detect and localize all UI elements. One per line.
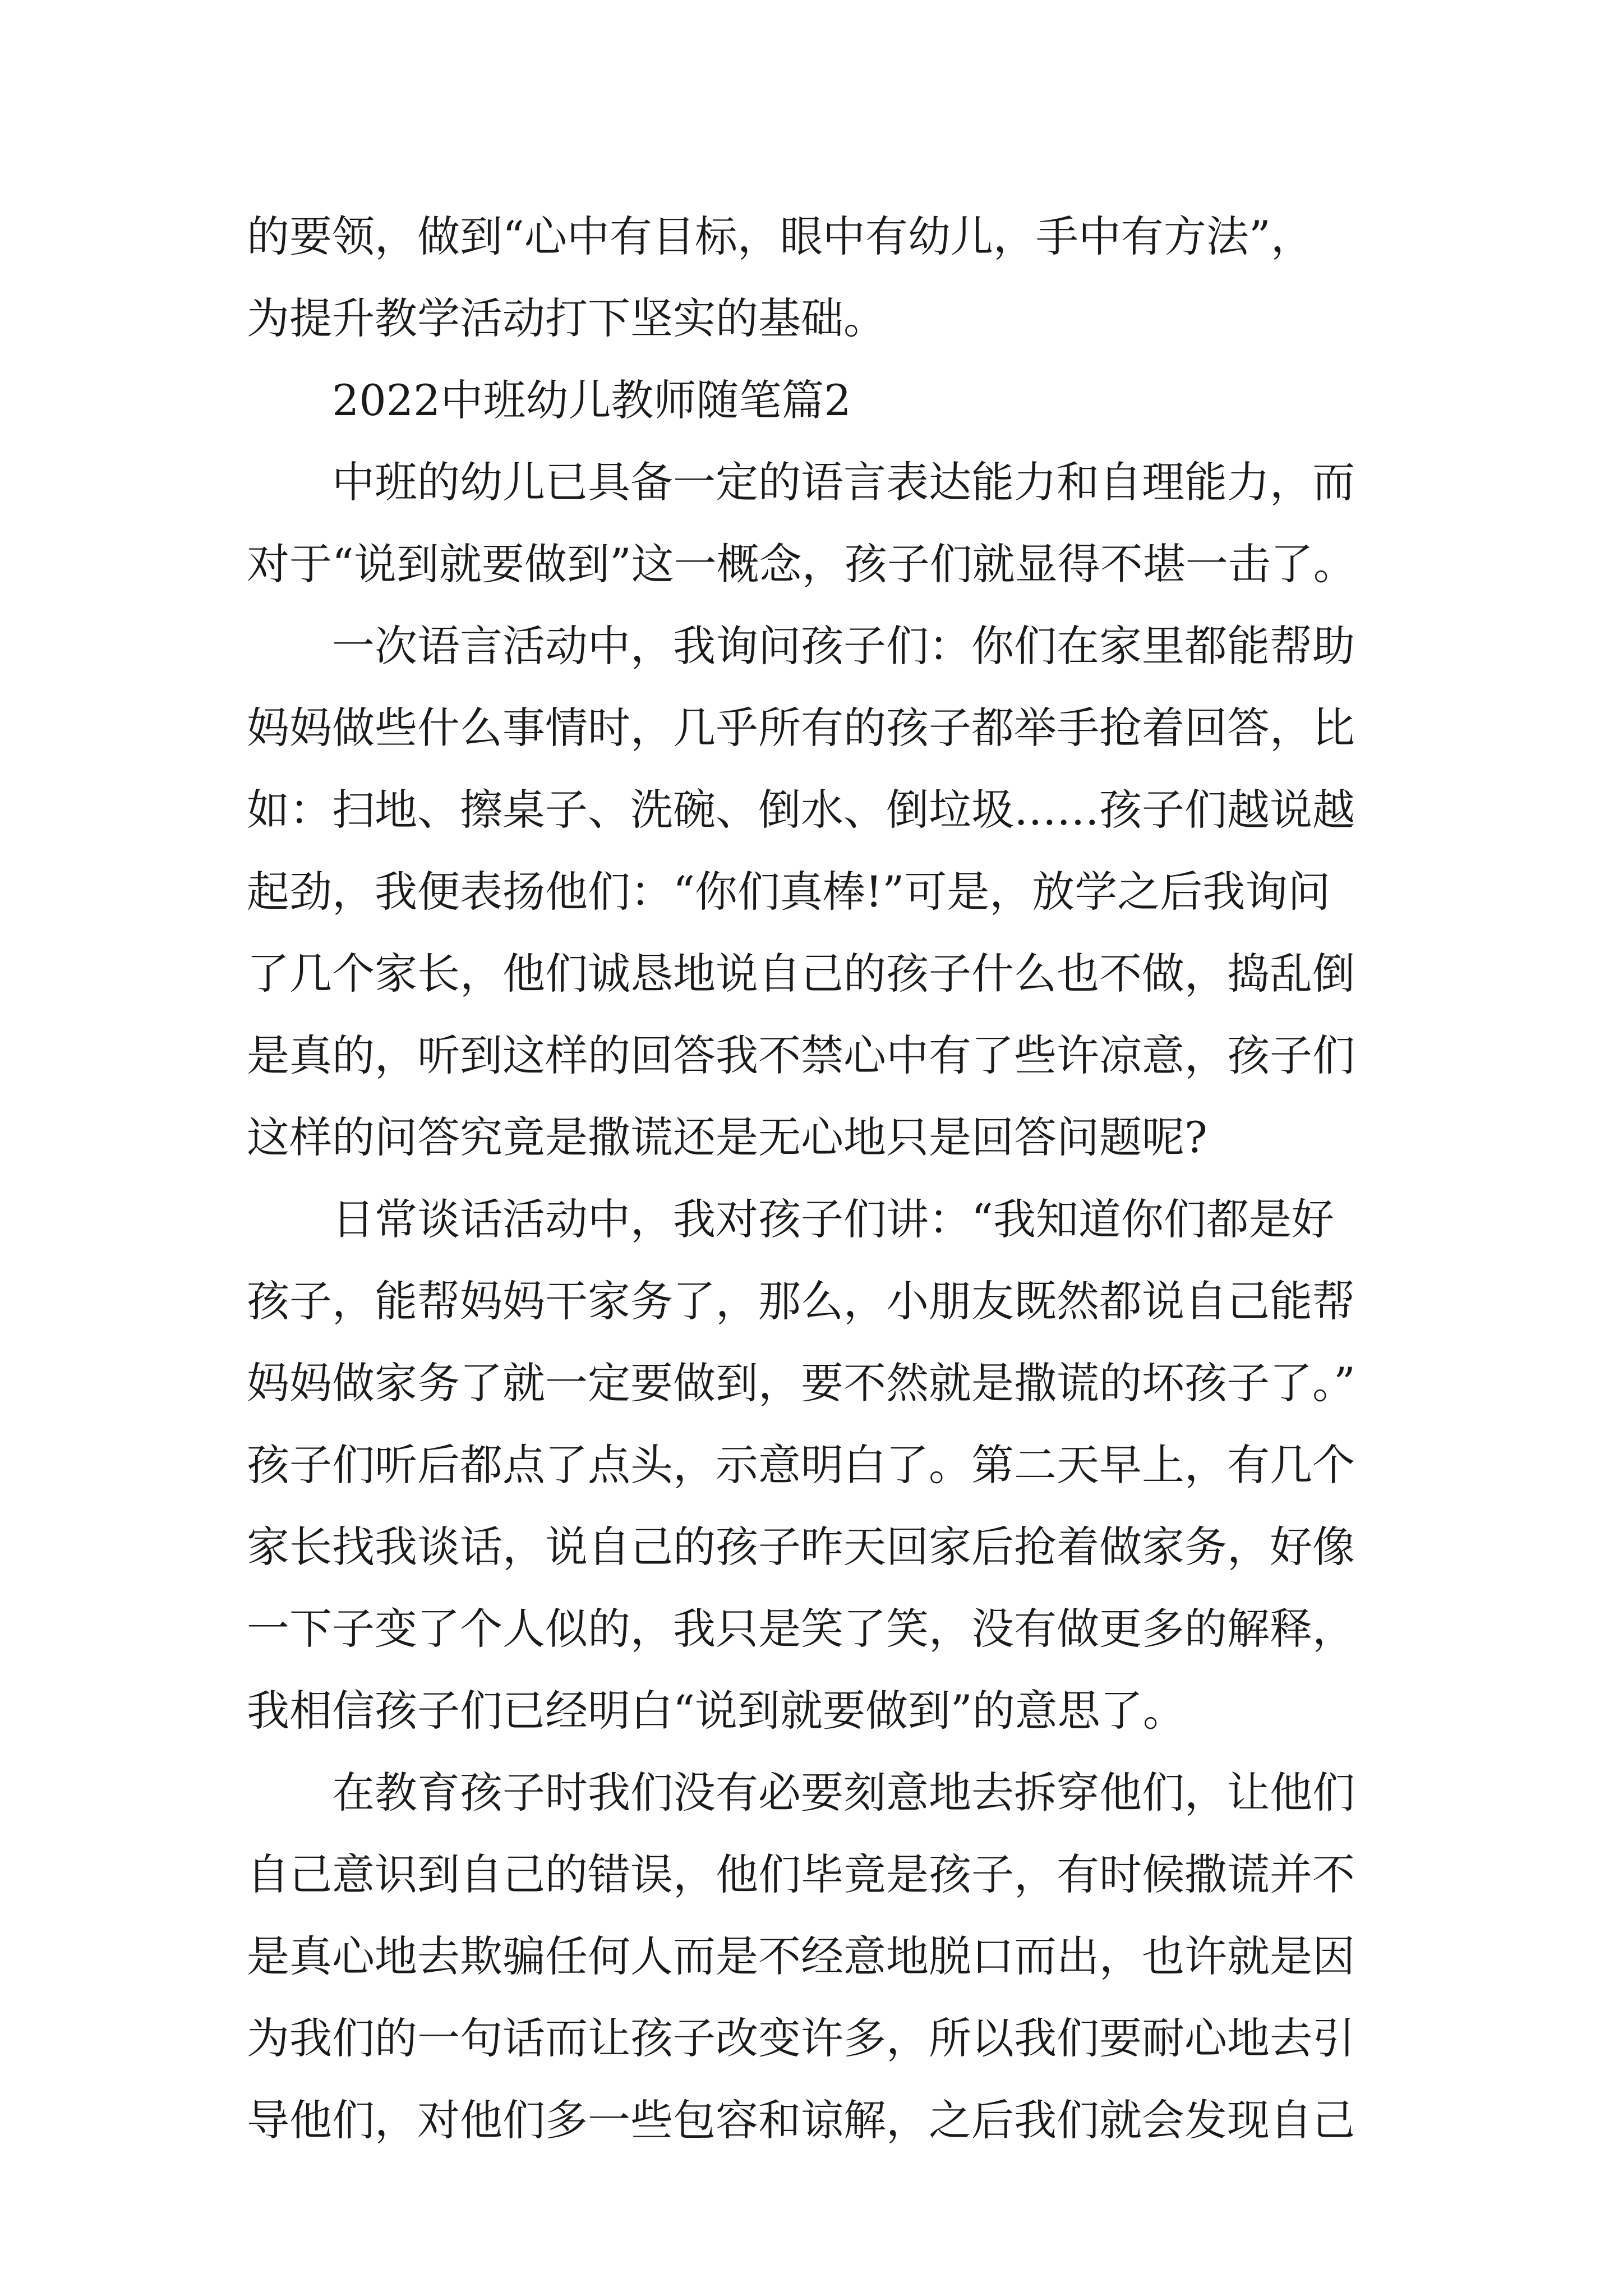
paragraph-line: 我相信孩子们已经明白“说到就要做到”的意思了。 — [247, 1686, 1186, 1736]
section-heading: 2022中班幼儿教师随笔篇2 — [332, 375, 851, 425]
paragraph-line: 对于“说到就要做到”这一概念，孩子们就显得不堪一击了。 — [247, 539, 1356, 589]
paragraph-line: 孩子们听后都点了点头，示意明白了。第二天早上，有几个 — [247, 1440, 1355, 1490]
paragraph-line: 为我们的一句话而让孩子改变许多，所以我们要耐心地去引 — [247, 2013, 1355, 2063]
paragraph-line: 在教育孩子时我们没有必要刻意地去拆穿他们，让他们 — [332, 1768, 1355, 1818]
paragraph-line: 孩子，能帮妈妈干家务了，那么，小朋友既然都说自己能帮 — [247, 1276, 1355, 1326]
paragraph-line: 起劲，我便表扬他们：“你们真棒!”可是，放学之后我询问 — [247, 867, 1331, 917]
paragraph-line: 是真心地去欺骗任何人而是不经意地脱口而出，也许就是因 — [247, 1931, 1355, 1981]
paragraph-line: 妈妈做些什么事情时，几乎所有的孩子都举手抢着回答，比 — [247, 703, 1355, 753]
paragraph-line: 妈妈做家务了就一定要做到，要不然就是撒谎的坏孩子了。” — [247, 1358, 1355, 1408]
paragraph-line: 是真的，听到这样的回答我不禁心中有了些许凉意，孩子们 — [247, 1030, 1355, 1080]
paragraph-line: 为提升教学活动打下坚实的基础。 — [247, 293, 886, 343]
paragraph-line: 一下子变了个人似的，我只是笑了笑，没有做更多的解释， — [247, 1604, 1355, 1654]
paragraph-line: 家长找我谈话，说自己的孩子昨天回家后抢着做家务，好像 — [247, 1522, 1355, 1572]
paragraph-line: 一次语言活动中，我询问孩子们：你们在家里都能帮助 — [332, 621, 1355, 671]
paragraph-line: 这样的问答究竟是撒谎还是无心地只是回答问题呢? — [247, 1112, 1207, 1162]
paragraph-line: 的要领，做到“心中有目标，眼中有幼儿，手中有方法”， — [247, 211, 1313, 261]
paragraph-line: 日常谈话活动中，我对孩子们讲：“我知道你们都是好 — [332, 1194, 1334, 1244]
paragraph-line: 自己意识到自己的错误，他们毕竟是孩子，有时候撒谎并不 — [247, 1849, 1355, 1899]
paragraph-line: 中班的幼儿已具备一定的语言表达能力和自理能力，而 — [332, 457, 1355, 507]
paragraph-line: 了几个家长，他们诚恳地说自己的孩子什么也不做，捣乱倒 — [247, 949, 1355, 999]
paragraph-line: 导他们，对他们多一些包容和谅解，之后我们就会发现自己 — [247, 2095, 1355, 2145]
paragraph-line: 如：扫地、擦桌子、洗碗、倒水、倒垃圾……孩子们越说越 — [247, 785, 1355, 835]
